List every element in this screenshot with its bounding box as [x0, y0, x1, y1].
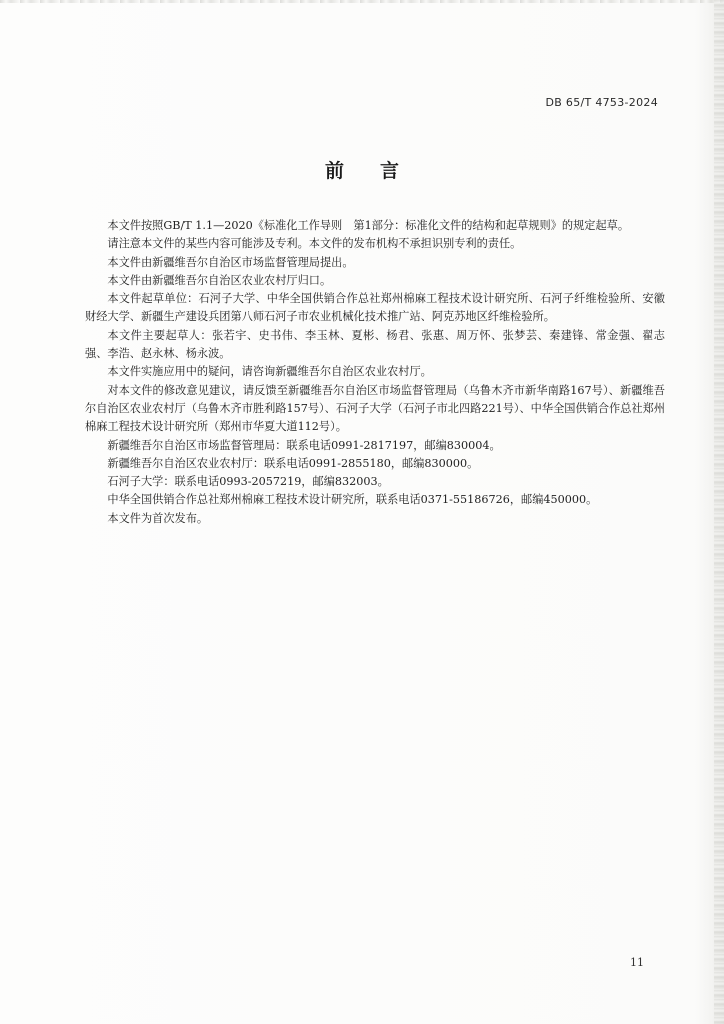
paragraph: 请注意本文件的某些内容可能涉及专利。本文件的发布机构不承担识别专利的责任。 — [107, 237, 522, 251]
paragraph: 本文件实施应用中的疑问，请咨询新疆维吾尔自治区农业农村厅。 — [107, 365, 432, 379]
paragraph: 本文件按照GB/T 1.1—2020《标准化工作导则 第1部分：标准化文件的结构和起草规则》的规定起草。 — [107, 219, 630, 232]
paragraph: 石河子大学：联系电话0993-2057219，邮编832003。 — [107, 475, 389, 489]
paragraph: 本文件为首次发布。 — [107, 511, 209, 525]
paragraph: 对本文件的修改意见建议，请反馈至新疆维吾尔自治区市场监督管理局（乌鲁木齐市新华南路167号）、新疆维吾尔自治区农业农村厅（乌鲁木齐市胜利路157号）、石河子大学（石河子市北四路221号）、中华全国供销合作总社郑州棉麻工程技术设计研究所（郑州市华夏大道112号）。 — [85, 383, 665, 434]
scan-right-edge — [714, 0, 724, 1024]
foreword-body — [85, 217, 665, 528]
scan-top-edge — [0, 0, 724, 3]
document-code: DB 65/T 4753-2024 — [545, 96, 658, 109]
paragraph: 本文件主要起草人：张若宇、史书伟、李玉林、夏彬、杨君、张惠、周万怀、张梦芸、秦建锋、常金强、翟志强、李浩、赵永林、杨永波。 — [85, 328, 665, 361]
paragraph: 新疆维吾尔自治区农业农村厅：联系电话0991-2855180，邮编830000。 — [107, 456, 479, 470]
paragraph: 本文件起草单位：石河子大学、中华全国供销合作总社郑州棉麻工程技术设计研究所、石河子纤维检验所、安徽财经大学、新疆生产建设兵团第八师石河子市农业机械化技术推广站、阿克苏地区纤维检验所。 — [85, 292, 665, 324]
paragraph: 本文件由新疆维吾尔自治区农业农村厅归口。 — [107, 273, 332, 287]
paragraph: 本文件由新疆维吾尔自治区市场监督管理局提出。 — [107, 255, 354, 269]
paragraph: 中华全国供销合作总社郑州棉麻工程技术设计研究所，联系电话0371-55186726，邮编450000。 — [107, 493, 598, 507]
page-number: 11 — [630, 956, 644, 969]
paragraph: 新疆维吾尔自治区市场监督管理局：联系电话0991-2817197，邮编830004。 — [107, 438, 501, 452]
page-title: 前言 — [324, 160, 435, 182]
